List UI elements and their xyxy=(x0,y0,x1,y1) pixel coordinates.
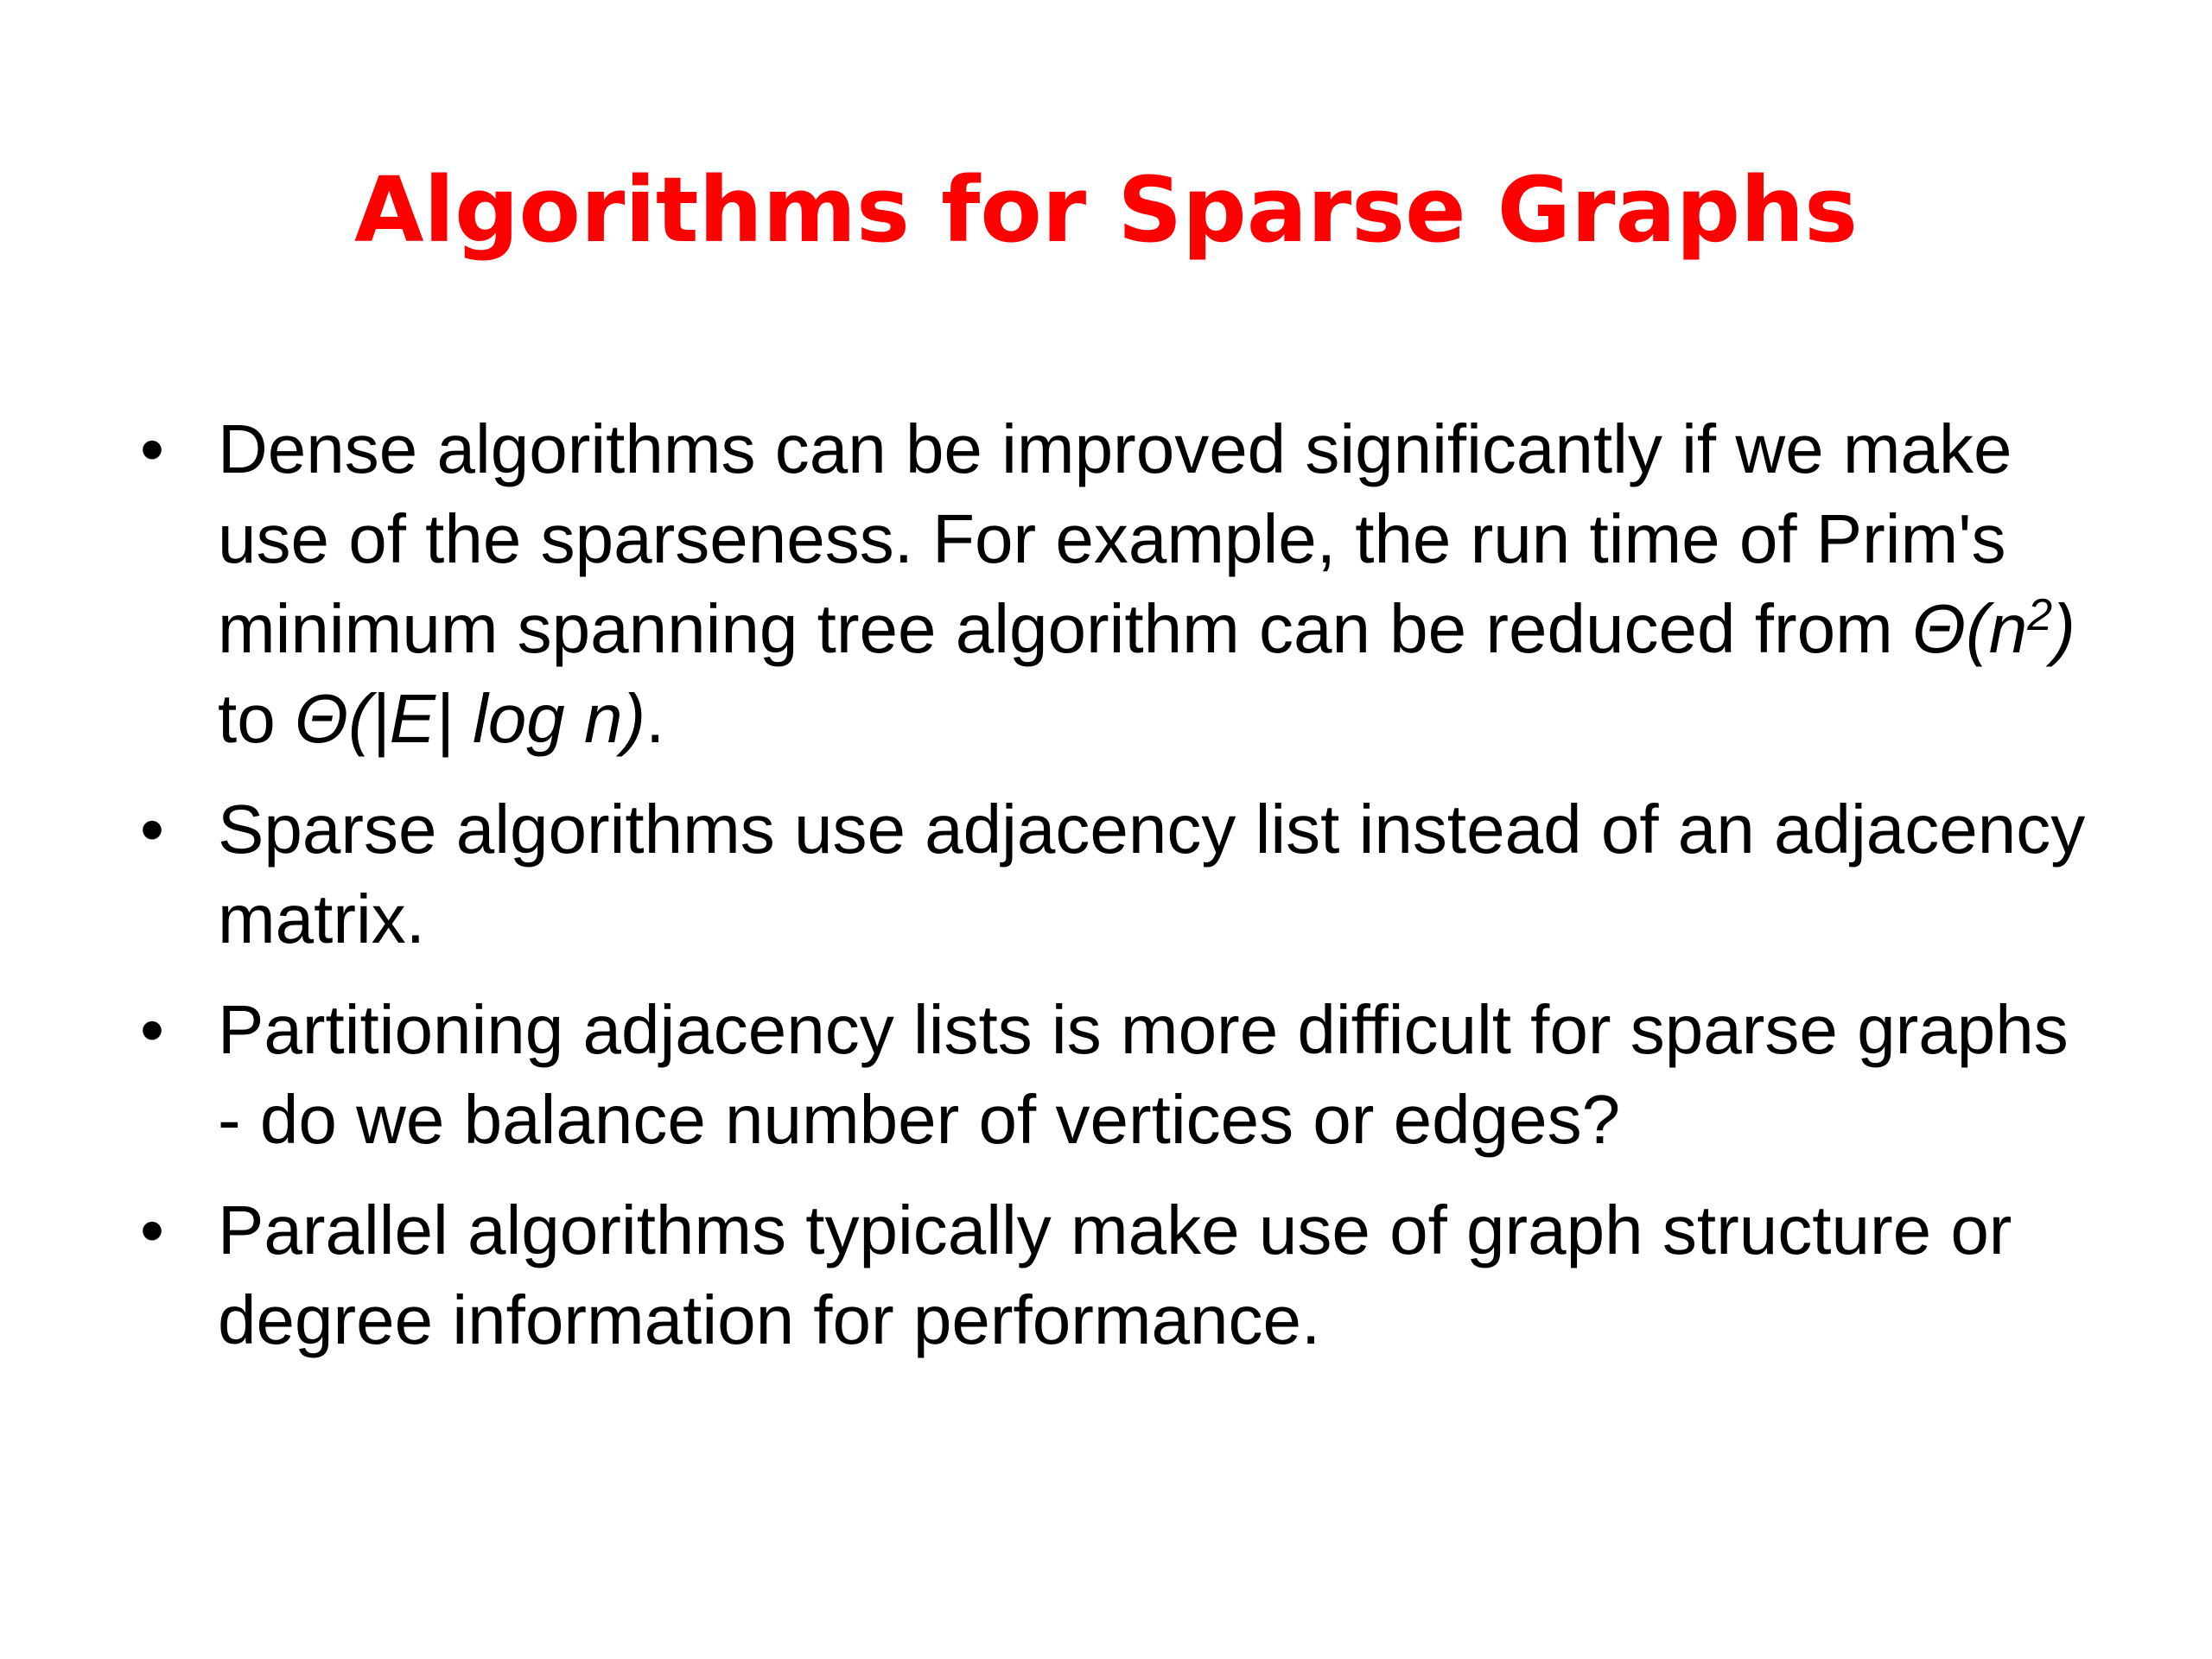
bullet-2-text: Sparse algorithms use adjacency list instead of an adjacency matrix. xyxy=(218,791,2086,957)
math-theta-n-squared xyxy=(1912,590,2075,667)
slide-title: Algorithms for Sparse Graphs xyxy=(353,157,1859,263)
bullet-item-1 xyxy=(121,404,2100,764)
math-theta-e-log-n: Θ(|E| log n) xyxy=(294,680,646,757)
bullet-icon: • xyxy=(139,410,164,487)
bullet-icon: • xyxy=(139,1192,164,1268)
bullet-1-text-mid: to xyxy=(218,680,295,757)
bullet-icon: • xyxy=(139,791,164,868)
math-close-paren: ) xyxy=(2052,590,2075,667)
bullet-1-text-after: . xyxy=(645,680,665,757)
bullet-1-text-before: Dense algorithms can be improved significantly if we make use of the sparseness. For example, the run time of Prim's minimum spanning tree algorithm can be reduced from xyxy=(218,410,2012,667)
bullet-list xyxy=(121,404,2100,1386)
bullet-icon: • xyxy=(139,991,164,1068)
math-theta-n-base: Θ(n xyxy=(1911,590,2028,667)
bullet-4-text: Parallel algorithms typically make use of graph structure or degree information for performance. xyxy=(218,1192,2012,1358)
bullet-3-text: Partitioning adjacency lists is more difficult for sparse graphs - do we balance number of vertices or edges? xyxy=(218,991,2069,1158)
bullet-item-2 xyxy=(121,785,2100,964)
bullet-item-4 xyxy=(121,1185,2100,1365)
bullet-item-3 xyxy=(121,985,2100,1165)
math-exponent: 2 xyxy=(2027,590,2053,640)
